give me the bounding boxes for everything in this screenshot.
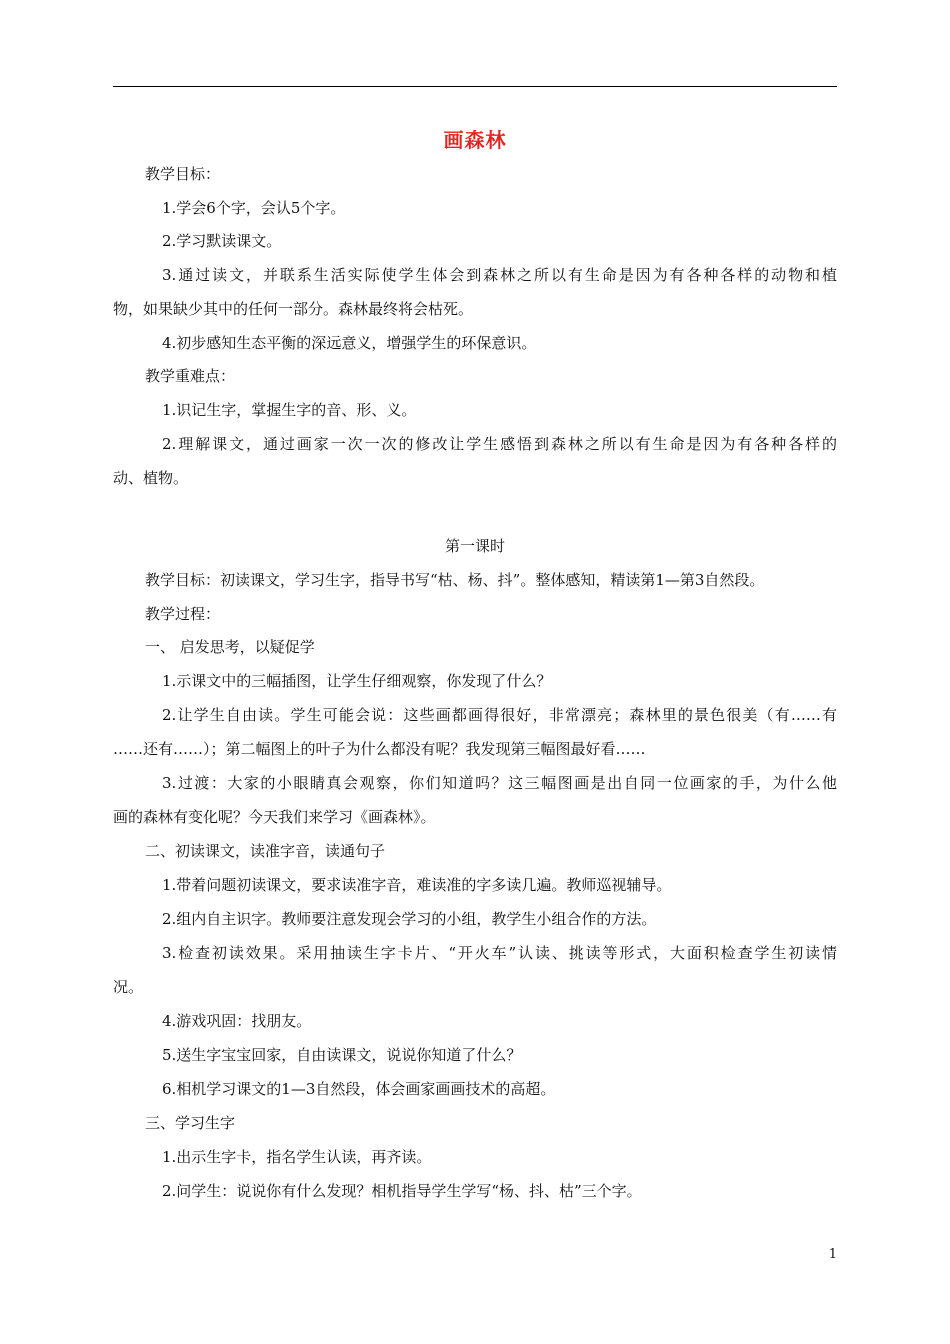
- header-rule: [113, 86, 837, 87]
- paragraph-continuation: ……还有……）；第二幅图上的叶子为什么都没有呢？我发现第三幅图最好看……: [113, 740, 646, 758]
- document-title: 画森林: [443, 128, 507, 152]
- paragraph-continuation: 物，如果缺少其中的任何一部分。森林最终将会枯死。: [113, 300, 474, 318]
- paragraph: 5.送生字宝宝回家，自由读课文，说说你知道了什么？: [162, 1046, 522, 1064]
- paragraph-continuation: 动、植物。: [113, 469, 189, 487]
- paragraph-continuation: 画的森林有变化呢？今天我们来学习《画森林》。: [113, 808, 436, 826]
- paragraph: 3.检查初读效果。采用抽读生字卡片、“开火车”认读、挑读等形式，大面积检查学生初读情: [162, 944, 837, 962]
- subheading: 三、学习生字: [145, 1114, 236, 1132]
- paragraph: 1.学会6个字，会认5个字。: [162, 199, 346, 217]
- paragraph: 教学目标：初读课文，学习生字，指导书写“枯、杨、抖”。整体感知，精读第1—第3自然段。: [145, 571, 765, 589]
- paragraph: 2.组内自主识字。教师要注意发现会学习的小组，教学生小组合作的方法。: [162, 910, 657, 928]
- subheading: 二、初读课文，读准字音，读通句子: [145, 842, 386, 860]
- section-heading-first-lesson: 第一课时: [444, 537, 505, 555]
- paragraph: 1.示课文中的三幅插图，让学生仔细观察，你发现了什么？: [162, 672, 552, 690]
- subheading: 一、 启发思考，以疑促学: [145, 638, 315, 656]
- paragraph: 4.游戏巩固：找朋友。: [162, 1012, 312, 1030]
- heading-key-points: 教学重难点：: [145, 367, 236, 385]
- paragraph: 2.理解课文，通过画家一次一次的修改让学生感悟到森林之所以有生命是因为有各种各样的: [162, 435, 837, 453]
- page-number: 1: [828, 1247, 837, 1262]
- heading-teaching-process: 教学过程：: [145, 605, 221, 623]
- paragraph: 1.识记生字，掌握生字的音、形、义。: [162, 401, 417, 419]
- paragraph: 2.让学生自由读。学生可能会说：这些画都画得很好，非常漂亮；森林里的景色很美（有……有: [162, 706, 837, 724]
- paragraph: 1.出示生字卡，指名学生认读，再齐读。: [162, 1148, 432, 1166]
- paragraph: 3.过渡：大家的小眼睛真会观察，你们知道吗？这三幅图画是出自同一位画家的手，为什么他: [162, 774, 837, 792]
- paragraph-continuation: 况。: [113, 978, 144, 996]
- paragraph: 3.通过读文，并联系生活实际使学生体会到森林之所以有生命是因为有各种各样的动物和植: [162, 266, 837, 284]
- paragraph: 2.学习默读课文。: [162, 232, 282, 250]
- heading-teaching-goals: 教学目标：: [145, 165, 221, 183]
- paragraph: 1.带着问题初读课文，要求读准字音，难读准的字多读几遍。教师巡视辅导。: [162, 876, 672, 894]
- paragraph: 6.相机学习课文的1—3自然段，体会画家画画技术的高超。: [162, 1080, 556, 1098]
- paragraph: 4.初步感知生态平衡的深远意义，增强学生的环保意识。: [162, 334, 537, 352]
- paragraph: 2.问学生：说说你有什么发现？相机指导学生学写“杨、抖、枯”三个字。: [162, 1182, 642, 1200]
